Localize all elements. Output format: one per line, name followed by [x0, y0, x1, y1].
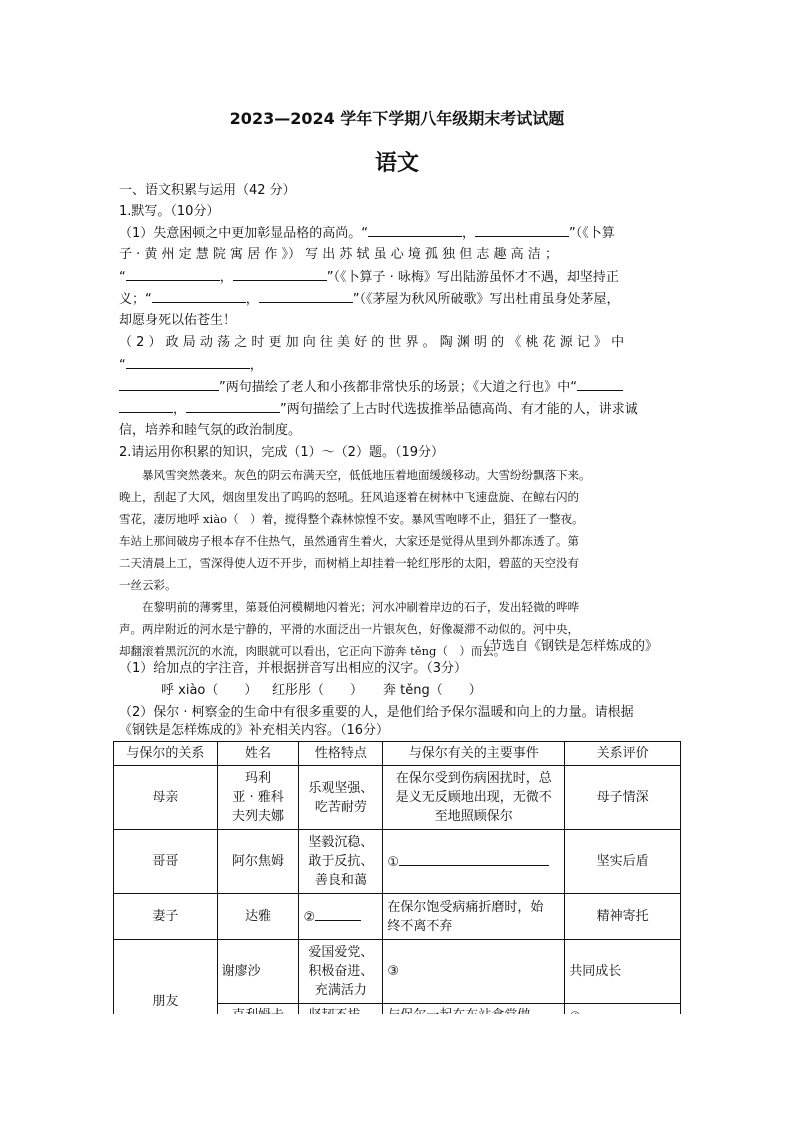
q1-part2-line1: （ 2 ） 政 局 动 荡 之 时 更 加 向 往 美 好 的 世 界 。 陶 渊 明 的 《 桃 花 源 记 》 中: [119, 335, 625, 350]
traits-cell: 乐观坚强、 吃苦耐劳: [299, 766, 383, 830]
eval-cell: 坚实后盾: [565, 830, 681, 894]
pinyin-item-1[interactable]: 呼 xiào（ ）: [161, 683, 258, 698]
q1-part2-line4: ， ”两句描绘了上古时代选拔推举品德高尚、有才能的人，讲求诚: [119, 398, 638, 421]
q1-part1-line4: 义；“ ， ”（《茅屋为秋风所破歌》写出杜甫虽身处茅屋，: [119, 288, 620, 311]
traits-cell: 爱国爱党、 积极奋进、 充满活力: [299, 940, 383, 1004]
traits-answer-cell[interactable]: ②: [299, 894, 383, 940]
passage-line: 却翻滚着黑沉沉的水流，肉眼就可以看出，它正向下游奔 těng（ ）而去。: [119, 644, 506, 658]
table-row: [114, 766, 681, 830]
column-header: 关系评价: [565, 742, 681, 766]
q1-part2-line3: ”两句描绘了老人和小孩都非常快乐的场景；《大道之行也》中“: [119, 376, 623, 399]
answer-blank[interactable]: [233, 266, 327, 281]
name-cell: 谢廖沙: [217, 940, 299, 1004]
column-header: 姓名: [217, 742, 299, 766]
eval-cell: 精神寄托: [565, 894, 681, 940]
event-cell: 在保尔饱受病痛折磨时，始 终不离不弃: [383, 894, 565, 940]
passage-line: 暴风雪突然袭来。灰色的阴云布满天空，低低地压着地面缓缓移动。大雪纷纷飘落下来。: [119, 468, 591, 482]
passage-source: （节选自《钢铁是怎样炼成的》: [476, 639, 659, 654]
name-cell: 达雅: [217, 894, 299, 940]
column-header: 与保尔有关的主要事件: [383, 742, 565, 766]
q2-sub2-line2: 《钢铁是怎样炼成的》补充相关内容。（16分）: [119, 723, 390, 738]
subject-title: 语文: [374, 151, 419, 176]
eval-cell: 共同成长: [565, 940, 681, 1004]
table-header-row: [114, 742, 681, 766]
q1-part1-line5: 却愿身死以佑苍生！: [119, 313, 237, 328]
passage-line: 声。两岸附近的河水是宁静的，平滑的水面泛出一片银灰色，好像凝滞不动似的。河中央，: [119, 622, 579, 636]
column-header: 与保尔的关系: [114, 742, 218, 766]
name-cell: 玛利 亚 · 雅科 夫列夫娜: [217, 766, 299, 830]
answer-blank[interactable]: [259, 288, 353, 303]
name-cell: 阿尔焦姆: [217, 830, 299, 894]
passage-line: 雪花，凄厉地呼 xiào（ ）着，搅得整个森林惊惶不安。暴风雪咆哮不止，猖狂了一整夜。: [119, 512, 584, 526]
event-answer-cell[interactable]: ①: [383, 830, 565, 894]
q1-part1-line1: （1）失意困顿之中更加彰显品格的高尚。“ ， ”（《卜算: [119, 222, 615, 245]
passage-line: 一丝云彩。: [119, 578, 177, 592]
answer-blank[interactable]: [577, 376, 623, 391]
event-answer-cell[interactable]: ③: [383, 940, 565, 1004]
answer-blank[interactable]: [315, 906, 361, 921]
q1-part1-line3: “ ， ”（《卜算子 · 咏梅》写出陆游虽怀才不遇，却坚持正: [119, 266, 619, 289]
q1-part2-line5: 信，培养和睦气氛的政治制度。: [119, 423, 302, 438]
table-row: [114, 894, 681, 940]
passage-line: 在黎明前的薄雾里，第聂伯河模糊地闪着光；河水冲刷着岸边的石子，发出轻微的哗哗: [119, 600, 579, 614]
answer-blank[interactable]: [186, 398, 280, 413]
exam-title: 2023—2024 学年下学期八年级期末考试试题: [229, 109, 565, 128]
answer-blank[interactable]: [126, 266, 220, 281]
passage-line: 二天清晨上工，雪深得使人迈不开步，而树梢上却挂着一轮红彤彤的太阳，碧蓝的天空没有: [119, 556, 579, 570]
page-bottom-margin: [112, 1014, 684, 1123]
pinyin-item-3[interactable]: 奔 těng（ ）: [383, 683, 482, 698]
relation-cell: 哥哥: [114, 830, 218, 894]
answer-blank[interactable]: [119, 398, 173, 413]
event-cell: 在保尔受到伤病困扰时，总 是义无反顾地出现，无微不 至地照顾保尔: [383, 766, 565, 830]
traits-cell: 坚毅沉稳、 敢于反抗、 善良和蔼: [299, 830, 383, 894]
question-2-heading: 2.请运用你积累的知识，完成（1）～（2）题。（19分）: [119, 445, 444, 460]
relation-cell: 母亲: [114, 766, 218, 830]
answer-blank[interactable]: [152, 288, 246, 303]
table-row: [114, 940, 681, 1004]
passage-line: 晚上，刮起了大风，烟囱里发出了呜呜的怒吼。狂风追逐着在树林中飞速盘旋、在鲸右闪的: [119, 490, 579, 504]
answer-blank[interactable]: [475, 222, 569, 237]
q2-sub1: （1）给加点的字注音，并根据拼音写出相应的汉字。（3分）: [119, 661, 468, 676]
eval-cell: 母子情深: [565, 766, 681, 830]
column-header: 性格特点: [299, 742, 383, 766]
q1-part2-line2: “ ，: [119, 354, 263, 377]
answer-blank[interactable]: [399, 851, 549, 866]
table-row: [114, 830, 681, 894]
q2-sub2-line1: （2）保尔 · 柯察金的生命中有很多重要的人，是他们给予保尔温暖和向上的力量。请根据: [119, 705, 634, 720]
answer-blank[interactable]: [119, 376, 219, 391]
answer-blank[interactable]: [126, 354, 250, 369]
relation-cell: 朋友: [114, 940, 218, 1064]
answer-blank[interactable]: [368, 222, 462, 237]
q1-part1-line2: 子 · 黄 州 定 慧 院 寓 居 作 》） 写 出 苏 轼 虽 心 境 孤 独 但 志 趣 高 洁 ；: [119, 247, 558, 262]
passage-line: 车站上那间破房子根本存不住热气，虽然通宵生着火，大家还是觉得从里到外都冻透了。第: [119, 534, 579, 548]
relation-cell: 妻子: [114, 894, 218, 940]
section-heading: 一、语文积累与运用（42 分）: [119, 183, 296, 198]
question-1-heading: 1.默写。（10分）: [119, 204, 220, 219]
pinyin-item-2[interactable]: 红彤彤（ ）: [272, 683, 364, 698]
